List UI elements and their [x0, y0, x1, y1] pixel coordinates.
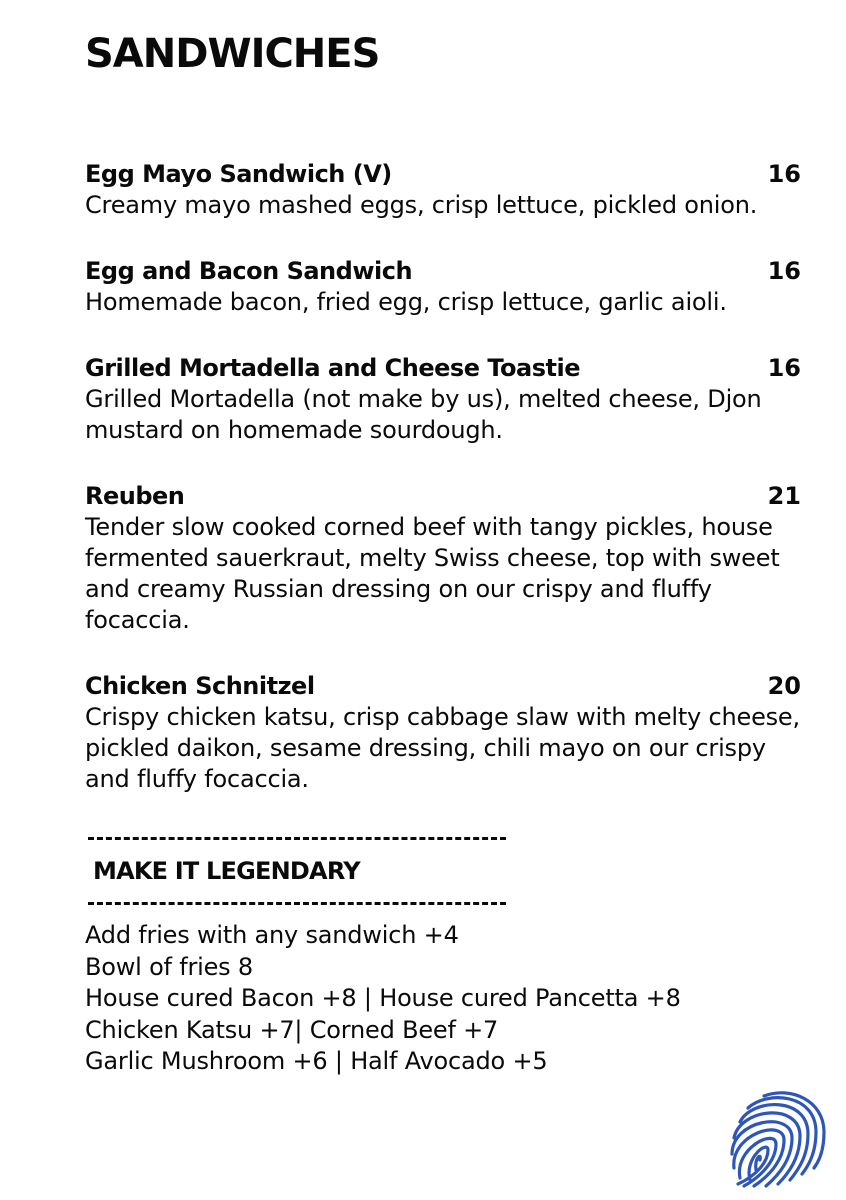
fingerprint-icon [728, 1088, 828, 1188]
addon-line: Garlic Mushroom +6 | Half Avocado +5 [85, 1047, 548, 1075]
menu-item-description: Homemade bacon, fried egg, crisp lettuce, garlic aioli. [85, 288, 727, 316]
menu-item-chicken-schnitzel [85, 670, 801, 795]
menu-item-header [85, 670, 801, 702]
menu-item-header [85, 255, 801, 287]
addon-line: Add fries with any sandwich +4 [85, 921, 459, 949]
menu-item-description: Crispy chicken katsu, crisp cabbage slaw with melty cheese, pickled daikon, sesame dressing, chili mayo on our crispy and fluffy focaccia. [85, 703, 800, 793]
menu-item-header [85, 158, 801, 190]
menu-item-mortadella-toastie [85, 352, 801, 446]
menu-item-egg-bacon [85, 255, 801, 318]
menu-item-name: Chicken Schnitzel [85, 672, 315, 700]
addon-line: Bowl of fries 8 [85, 952, 253, 981]
menu-item-price: 21 [767, 482, 801, 510]
divider-top [88, 837, 506, 840]
menu-item-price: 16 [767, 354, 801, 382]
addons-title: MAKE IT LEGENDARY [93, 857, 360, 885]
menu-item-name: Reuben [85, 482, 185, 510]
menu-item-name: Egg Mayo Sandwich (V) [85, 160, 392, 188]
menu-list [85, 158, 801, 829]
menu-item-price: 16 [767, 257, 801, 285]
menu-item-reuben [85, 480, 801, 636]
addon-line: Chicken Katsu +7| Corned Beef +7 [85, 1015, 499, 1044]
menu-item-description: Grilled Mortadella (not make by us), melted cheese, Djon mustard on homemade sourdough. [85, 385, 762, 444]
page-title: SANDWICHES [85, 31, 380, 77]
menu-item-description: Tender slow cooked corned beef with tangy pickles, house fermented sauerkraut, melty Swiss cheese, top with sweet and creamy Russian dressing on our crispy and fluffy focaccia. [85, 513, 780, 634]
menu-item-description: Creamy mayo mashed eggs, crisp lettuce, pickled onion. [85, 191, 758, 219]
menu-item-header [85, 352, 801, 384]
menu-item-name: Grilled Mortadella and Cheese Toastie [85, 354, 580, 382]
menu-item-name: Egg and Bacon Sandwich [85, 257, 413, 285]
menu-item-egg-mayo [85, 158, 801, 221]
menu-item-price: 20 [767, 672, 801, 700]
addon-line: House cured Bacon +8 | House cured Pancetta +8 [85, 984, 681, 1012]
addons-list [85, 920, 785, 1078]
divider-bottom [88, 902, 506, 905]
menu-item-header [85, 480, 801, 512]
menu-item-price: 16 [767, 160, 801, 188]
